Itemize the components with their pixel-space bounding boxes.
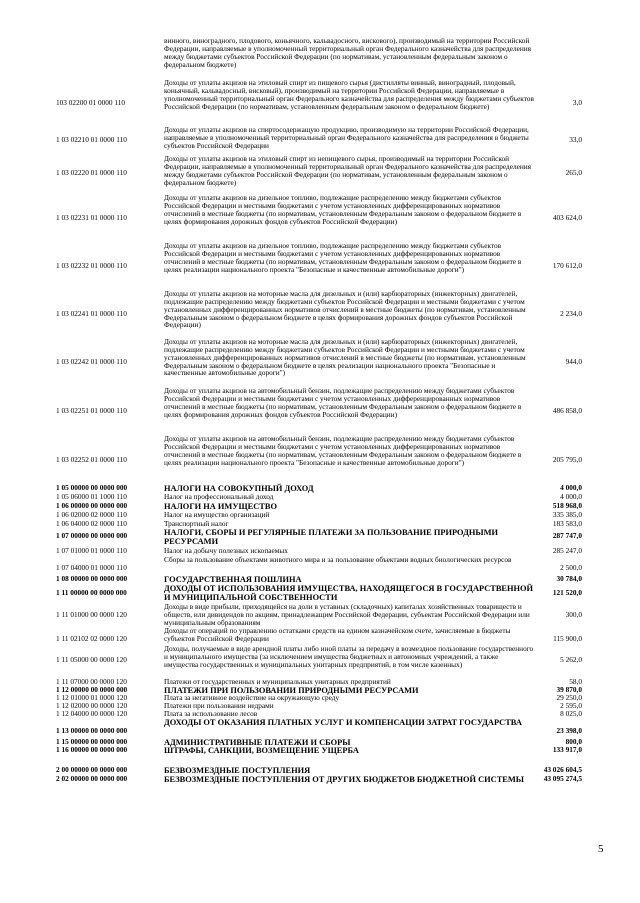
row-description: Плата за негативное воздействие на окружающую среду (164, 693, 340, 702)
row-code: 1 06 00000 00 0000 000 (56, 501, 128, 510)
row-description: НАЛОГИ, СБОРЫ И РЕГУЛЯРНЫЕ ПЛАТЕЖИ ЗА ПОЛЬЗОВАНИЕ ПРИРОДНЫМИ РЕСУРСАМИ (164, 528, 499, 546)
row-description: Транспортный налог (164, 519, 229, 528)
row-description: Налог на добычу полезных ископаемых (164, 546, 288, 555)
row-code: 1 11 00000 00 0000 000 (56, 588, 127, 597)
row-description: ДОХОДЫ ОТ ИСПОЛЬЗОВАНИЯ ИМУЩЕСТВА, НАХОДЯЩЕГОСЯ В ГОСУДАРСТВЕННОЙ И МУНИЦИПАЛЬНОЙ СОБСТВЕННОСТИ (164, 584, 534, 602)
row-value: 205 795,0 (552, 455, 582, 464)
row-code: 1 03 02252 01 0000 110 (56, 455, 127, 464)
row-description: Доходы от уплаты акцизов на этиловый спирт из пищевого сырья (дистилляты винный, виноградный, плодовый, коньячный, кальвадосный, висковый), производимый на территории Российской Федерации, направляемые в уполномоченный территориальный орган Федерального казначейства для распределения между бюджетами субъектов Российской Федерации (по нормативам, установленным федеральным законом о федеральном бюджете) (164, 78, 534, 111)
row-description: Доходы от уплаты акцизов на дизельное топливо, подлежащие распределению между бюджетами субъектов Российской Федерации и местными бюджетами с учетом установленных дифференцированных нормативов отчислений в местные бюджеты (по нормативам, установленным Федеральным законом о федеральном бюджете в целях формирования дорожных фондов субъектов Российской Федерации) (164, 193, 522, 226)
row-value: 265,0 (565, 168, 582, 177)
row-value: 183 583,0 (552, 519, 582, 528)
row-description: Доходы, получаемые в виде арендной платы либо иной платы за передачу в возмездное пользование государственного и муниципального имущества (за исключением имущества бюджетных и автономных учреждений, а также имущества государственных и муниципальных унитарных предприятий, в том числе казенных) (164, 644, 534, 669)
row-description: Доходы от уплаты акцизов на автомобильный бензин, подлежащие распределению между бюджетами субъектов Российской Федерации и местными бюджетами с учетом установленных дифференцированных нормативов отчислений в местные бюджеты (по нормативам, установленным Федеральным законом о федеральном бюджете в целях формирования дорожных фондов субъектов Российской Федерации) (164, 386, 522, 419)
row-value: 403 624,0 (552, 213, 582, 222)
row-code: 1 03 02251 01 0000 110 (56, 406, 127, 415)
row-code: 1 03 02242 01 0000 110 (56, 357, 127, 366)
row-description: винного, виноградного, плодового, коньячного, кальвадосного, вискового), производимый на территории Российской Федерации, направляемые в уполномоченный территориальный орган Федерального казначейства для распределения между бюджетами субъектов Российской Федерации (по нормативам, установленным федеральным законом о федеральном бюджете) (164, 36, 531, 69)
row-code: 1 12 04000 00 0000 120 (56, 709, 128, 718)
row-code: 2 00 00000 00 0000 000 (56, 765, 128, 774)
row-value: 800,0 (565, 737, 582, 746)
row-value: 30 784,0 (556, 574, 582, 583)
row-value: 33,0 (569, 135, 582, 144)
row-code: 1 12 01000 01 0000 120 (56, 693, 128, 702)
row-code: 1 11 02102 02 0000 120 (56, 634, 127, 643)
row-description: Налог на профессиональный доход (164, 492, 274, 501)
row-description: Налог на имущество организаций (164, 510, 270, 519)
row-value: 2 500,0 (560, 563, 582, 572)
row-code: 1 15 00000 00 0000 000 (56, 737, 128, 746)
row-description: Доходы от уплаты акцизов на дизельное топливо, подлежащие распределению между бюджетами субъектов Российской Федерации и местными бюджетами с учетом установленных дифференцированных нормативов отчислений в местные бюджеты (по нормативам, установленным Федеральным законом о федеральном бюджете в целях реализации национального проекта "Безопасные и качественные автомобильные дороги") (164, 241, 522, 274)
row-code: 1 05 06000 01 1000 110 (56, 492, 127, 501)
row-description: Доходы от уплаты акцизов на автомобильный бензин, подлежащие распределению между бюджетами субъектов Российской Федерации и местными бюджетами с учетом установленных дифференцированных нормативов отчислений в местные бюджеты (по нормативам, установленным Федеральным законом о федеральном бюджете в целях реализации национального проекта "Безопасные и качественные автомобильные дороги") (164, 434, 522, 467)
row-value: 4 000,0 (560, 483, 582, 492)
row-description: ГОСУДАРСТВЕННАЯ ПОШЛИНА (164, 575, 302, 584)
row-code: 1 16 00000 00 0000 000 (56, 745, 128, 754)
row-description: НАЛОГИ НА ИМУЩЕСТВО (164, 502, 277, 511)
row-value: 23 398,0 (556, 726, 582, 735)
row-description: Доходы от уплаты акцизов на спиртосодержащую продукцию, производимую на территории Российской Федерации, направляемые в уполномоченный территориальный орган Федерального казначейства для распределения в бюджеты субъектов Российской Федерации (164, 125, 529, 150)
row-description: ДОХОДЫ ОТ ОКАЗАНИЯ ПЛАТНЫХ УСЛУГ И КОМПЕНСАЦИИ ЗАТРАТ ГОСУДАРСТВА (164, 718, 522, 727)
row-description: Платежи от государственных и муниципальных унитарных предприятий (164, 677, 391, 686)
row-value: 170 612,0 (552, 261, 582, 270)
row-value: 285 247,0 (552, 546, 582, 555)
row-description: Сборы за пользование объектами животного мира и за пользование объектами водных биологических ресурсов (164, 555, 512, 564)
row-code: 1 12 02000 00 0000 120 (56, 701, 128, 710)
row-description: БЕЗВОЗМЕЗДНЫЕ ПОСТУПЛЕНИЯ (164, 766, 311, 775)
row-code: 1 03 02220 01 0000 110 (56, 168, 127, 177)
row-value: 300,0 (565, 610, 582, 619)
row-value: 58,0 (569, 677, 582, 686)
page-number: 5 (598, 843, 604, 855)
row-code: 2 02 00000 00 0000 000 (56, 774, 128, 783)
row-description: Платежи при пользовании недрами (164, 701, 274, 710)
row-description: ШТРАФЫ, САНКЦИИ, ВОЗМЕЩЕНИЕ УЩЕРБА (164, 746, 359, 755)
row-code: 1 07 01000 01 0000 110 (56, 546, 127, 555)
row-value: 2 595,0 (560, 701, 582, 710)
row-code: 1 13 00000 00 0000 000 (56, 726, 128, 735)
row-value: 43 026 604,5 (543, 765, 582, 774)
row-value: 4 000,0 (560, 492, 582, 501)
row-value: 2 234,0 (560, 309, 582, 318)
row-value: 5 262,0 (560, 655, 582, 664)
row-description: Доходы от уплаты акцизов на моторные масла для дизельных и (или) карбюраторных (инжекторных) двигателей, подлежащие распределению между бюджетами субъектов Российской Федерации и местными бюджетами с учетом установленных дифференцированных нормативов отчислений в местные бюджеты (по нормативам, установленным Федеральным законом о федеральном бюджете в целях реализации национального проекта "Безопасные и качественные автомобильные дороги") (164, 337, 526, 378)
row-value: 8 025,0 (560, 709, 582, 718)
row-description: АДМИНИСТРАТИВНЫЕ ПЛАТЕЖИ И СБОРЫ (164, 738, 351, 747)
row-code: 1 07 00000 00 0000 000 (56, 531, 128, 540)
row-value: 133 917,0 (552, 745, 582, 754)
row-description: Доходы от операций по управлению остатками средств на едином казначейском счете, зачисляемые в бюджеты субъектов Российской Федерации (164, 626, 511, 643)
row-value: 944,0 (565, 357, 582, 366)
row-description: Плата за использование лесов (164, 709, 258, 718)
row-code: 1 11 05000 00 0000 120 (56, 655, 127, 664)
row-value: 115 900,0 (553, 634, 582, 643)
row-code: 1 12 00000 00 0000 000 (56, 685, 128, 694)
row-code: 1 05 00000 00 0000 000 (56, 483, 128, 492)
row-description: ПЛАТЕЖИ ПРИ ПОЛЬЗОВАНИИ ПРИРОДНЫМИ РЕСУРСАМИ (164, 686, 419, 695)
row-code: 103 02200 01 0000 110 (56, 98, 126, 107)
row-value: 3,0 (572, 98, 582, 107)
row-description: НАЛОГИ НА СОВОКУПНЫЙ ДОХОД (164, 484, 314, 493)
row-description: Доходы в виде прибыли, приходящейся на доли в уставных (складочных) капиталах хозяйственных товариществ и обществ, или дивидендов по акциям, принадлежащим Российской Федерации, субъектам Российской Федерации или муниципальным образованиям (164, 602, 530, 627)
row-value: 29 250,0 (556, 693, 582, 702)
row-code: 1 06 02000 02 0000 110 (56, 510, 127, 519)
row-code: 1 03 02231 01 0000 110 (56, 213, 127, 222)
row-description: Доходы от уплаты акцизов на моторные масла для дизельных и (или) карбюраторных (инжекторных) двигателей, подлежащие распределению между бюджетами субъектов Российской Федерации и местными бюджетами с учетом установленных дифференцированных нормативов отчислений в местные бюджеты (по нормативам, установленным Федеральным законом о федеральном бюджете в целях формирования дорожных фондов субъектов Российской Федерации) (164, 289, 526, 330)
row-description: Доходы от уплаты акцизов на этиловый спирт из непищевого сырья, производимый на территории Российской Федерации, направляемые в уполномоченный территориальный орган Федерального казначейства для распределения между бюджетами субъектов Российской Федерации (по нормативам, установленным федеральным законом о федеральном бюджете) (164, 154, 531, 187)
row-code: 1 07 04000 01 0000 110 (56, 563, 127, 572)
row-code: 1 06 04000 02 0000 110 (56, 519, 127, 528)
row-value: 43 095 274,5 (543, 774, 582, 783)
row-value: 287 747,0 (552, 531, 582, 540)
row-value: 486 858,0 (552, 406, 582, 415)
row-value: 335 385,0 (552, 510, 582, 519)
row-value: 518 968,0 (552, 501, 582, 510)
row-code: 1 11 07000 00 0000 120 (56, 677, 127, 686)
row-value: 121 520,0 (552, 588, 582, 597)
row-code: 1 03 02210 01 0000 110 (56, 135, 127, 144)
row-code: 1 08 00000 00 0000 000 (56, 574, 128, 583)
row-code: 1 03 02232 01 0000 110 (56, 261, 127, 270)
row-description: БЕЗВОЗМЕЗДНЫЕ ПОСТУПЛЕНИЯ ОТ ДРУГИХ БЮДЖЕТОВ БЮДЖЕТНОЙ СИСТЕМЫ (164, 775, 524, 784)
row-value: 39 870,0 (556, 685, 582, 694)
row-code: 1 03 02241 01 0000 110 (56, 309, 127, 318)
row-code: 1 11 01000 00 0000 120 (56, 610, 127, 619)
